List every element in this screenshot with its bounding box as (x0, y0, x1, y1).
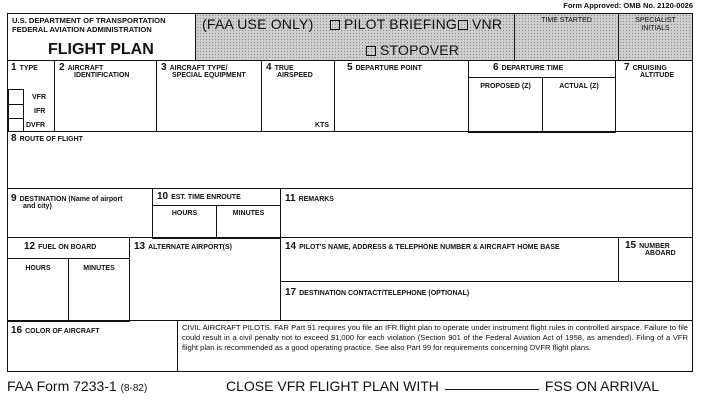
ete-minutes-cell[interactable] (216, 205, 281, 239)
aircraft-type-cell[interactable]: 3 AIRCRAFT TYPE/ SPECIAL EQUIPMENT (156, 60, 262, 132)
remarks-label: REMARKS (298, 196, 334, 203)
close-suffix: FSS ON ARRIVAL (544, 378, 659, 394)
header-title-cell (7, 13, 196, 61)
remarks-cell[interactable]: 11 REMARKS (280, 188, 693, 238)
specialist-initials-cell[interactable] (618, 13, 693, 61)
omb-approval: Form Approved: OMB No. 2120-0026 (563, 1, 693, 10)
cruising-label-2: ALTITUDE (640, 72, 675, 79)
fuel-minutes-label: MINUTES (83, 265, 115, 272)
ete-label: EST. TIME ENROUTE (171, 194, 241, 201)
civil-pilots-notice-cell (177, 320, 693, 372)
aircraft-id-label-2: IDENTIFICATION (74, 72, 130, 79)
departure-time-label: DEPARTURE TIME (501, 65, 564, 72)
actual-time-cell[interactable] (542, 77, 616, 133)
dept-line-2: FEDERAL AVIATION ADMINISTRATION (12, 25, 152, 34)
civil-pilots-notice: CIVIL AIRCRAFT PILOTS. FAR Part 91 requires you file an IFR flight plan to operate under instrument flight rules in controlled airspace. Failure to file could result in a civil penalty not to exceed $1,000 for each violation (Section 901 of the Federal Aviation Act of 1958, as amended). Filing of a VFR flight plan is recommended as a good operating practice. See also Part 99 for requirements concerning DVFR flight plans. (182, 323, 688, 353)
close-prefix: CLOSE VFR FLIGHT PLAN WITH (226, 378, 439, 394)
time-started-cell[interactable] (514, 13, 619, 61)
pilot-briefing-checkbox[interactable] (330, 20, 340, 30)
destination-label-2: and city) (23, 203, 52, 210)
departure-time-cell: 6 DEPARTURE TIME PROPOSED (Z) ACTUAL (Z) (468, 60, 616, 132)
pilot-briefing-option[interactable] (330, 16, 457, 32)
ifr-label: IFR (34, 108, 46, 115)
airspeed-cell[interactable]: 4 TRUE AIRSPEED KTS (261, 60, 335, 132)
ete-cell: 10 EST. TIME ENROUTE HOURS MINUTES (152, 188, 281, 238)
destination-label: DESTINATION (Name of airport (19, 196, 123, 203)
time-started-label: TIME STARTED (541, 17, 592, 24)
stopover-label: STOPOVER (380, 42, 460, 58)
specialist-label-1: SPECIALIST (635, 17, 676, 24)
vnr-option[interactable] (458, 16, 502, 32)
aircraft-id-cell[interactable]: 2 AIRCRAFT IDENTIFICATION (54, 60, 157, 132)
faa-use-only-label: (FAA USE ONLY) (202, 16, 314, 32)
form-title: FLIGHT PLAN (48, 41, 154, 58)
fuel-label: FUEL ON BOARD (38, 244, 97, 251)
aircraft-color-cell[interactable]: 16 COLOR OF AIRCRAFT (7, 320, 178, 372)
aircraft-type-label-2: SPECIAL EQUIPMENT (172, 72, 246, 79)
departure-point-cell[interactable]: 5 DEPARTURE POINT (334, 60, 469, 132)
proposed-time-cell[interactable] (468, 77, 543, 133)
color-label: COLOR OF AIRCRAFT (25, 328, 100, 335)
type-cell (7, 60, 55, 132)
cruising-altitude-cell[interactable]: 7 CRUISING ALTITUDE (615, 60, 693, 132)
aboard-label: NUMBER (639, 243, 670, 250)
aircraft-id-label: AIRCRAFT (67, 65, 104, 72)
dvfr-box[interactable] (8, 118, 24, 132)
pilot-briefing-label: PILOT BRIEFING (344, 16, 458, 32)
departure-point-label: DEPARTURE POINT (355, 65, 422, 72)
faa-use-only-cell (195, 13, 515, 61)
fuel-hours-label: HOURS (25, 265, 51, 272)
ifr-box[interactable] (8, 104, 24, 119)
flight-plan-form (7, 13, 693, 372)
destination-contact-cell[interactable]: 17 DESTINATION CONTACT/TELEPHONE (OPTIONAL) (280, 281, 693, 321)
vnr-label: VNR (472, 16, 503, 32)
ete-minutes-label: MINUTES (232, 210, 265, 217)
fss-name-blank[interactable] (445, 389, 539, 390)
dept-line-1: U.S. DEPARTMENT OF TRANSPORTATION (12, 16, 166, 25)
route-label: ROUTE OF FLIGHT (19, 136, 83, 143)
ete-hours-label: HOURS (171, 210, 198, 217)
aircraft-type-label: AIRCRAFT TYPE/ (169, 65, 228, 72)
route-cell[interactable]: 8 ROUTE OF FLIGHT (7, 131, 693, 189)
fuel-cell: 12 FUEL ON BOARD HOURS MINUTES (7, 237, 130, 321)
alternate-airport-cell[interactable]: 13 ALTERNATE AIRPORT(S) (129, 237, 281, 321)
specialist-label-2: INITIALS (641, 25, 670, 32)
fuel-minutes-cell[interactable] (68, 258, 130, 322)
type-label: 1 TYPE (11, 62, 38, 73)
vnr-checkbox[interactable] (458, 20, 468, 30)
stopover-checkbox[interactable] (366, 46, 376, 56)
proposed-label: PROPOSED (Z) (480, 83, 531, 90)
close-vfr-instruction (226, 378, 659, 394)
vfr-label: VFR (32, 94, 46, 101)
contact-label: DESTINATION CONTACT/TELEPHONE (OPTIONAL) (299, 290, 470, 297)
airspeed-unit: KTS (315, 122, 329, 129)
airspeed-label-2: AIRSPEED (277, 72, 313, 79)
alternate-label: ALTERNATE AIRPORT(S) (148, 244, 232, 251)
ete-hours-cell[interactable] (152, 205, 217, 239)
actual-label: ACTUAL (Z) (559, 83, 599, 90)
fuel-hours-cell[interactable] (7, 258, 69, 322)
number-aboard-cell[interactable]: 15 NUMBER ABOARD (618, 237, 693, 282)
form-number: FAA Form 7233-1 (8-82) (7, 378, 148, 394)
pilot-label: PILOT'S NAME, ADDRESS & TELEPHONE NUMBER & AIRCRAFT HOME BASE (299, 244, 560, 251)
destination-cell[interactable]: 9 DESTINATION (Name of airport and city) (7, 188, 153, 238)
airspeed-label: TRUE (274, 65, 294, 72)
dvfr-label: DVFR (26, 122, 46, 129)
form-date: (8-82) (120, 383, 148, 394)
vfr-box[interactable] (8, 89, 24, 105)
stopover-option[interactable] (366, 42, 459, 58)
pilot-info-cell[interactable]: 14 PILOT'S NAME, ADDRESS & TELEPHONE NUMBER & AIRCRAFT HOME BASE (280, 237, 619, 282)
cruising-label: CRUISING (632, 65, 667, 72)
aboard-label-2: ABOARD (645, 250, 676, 257)
